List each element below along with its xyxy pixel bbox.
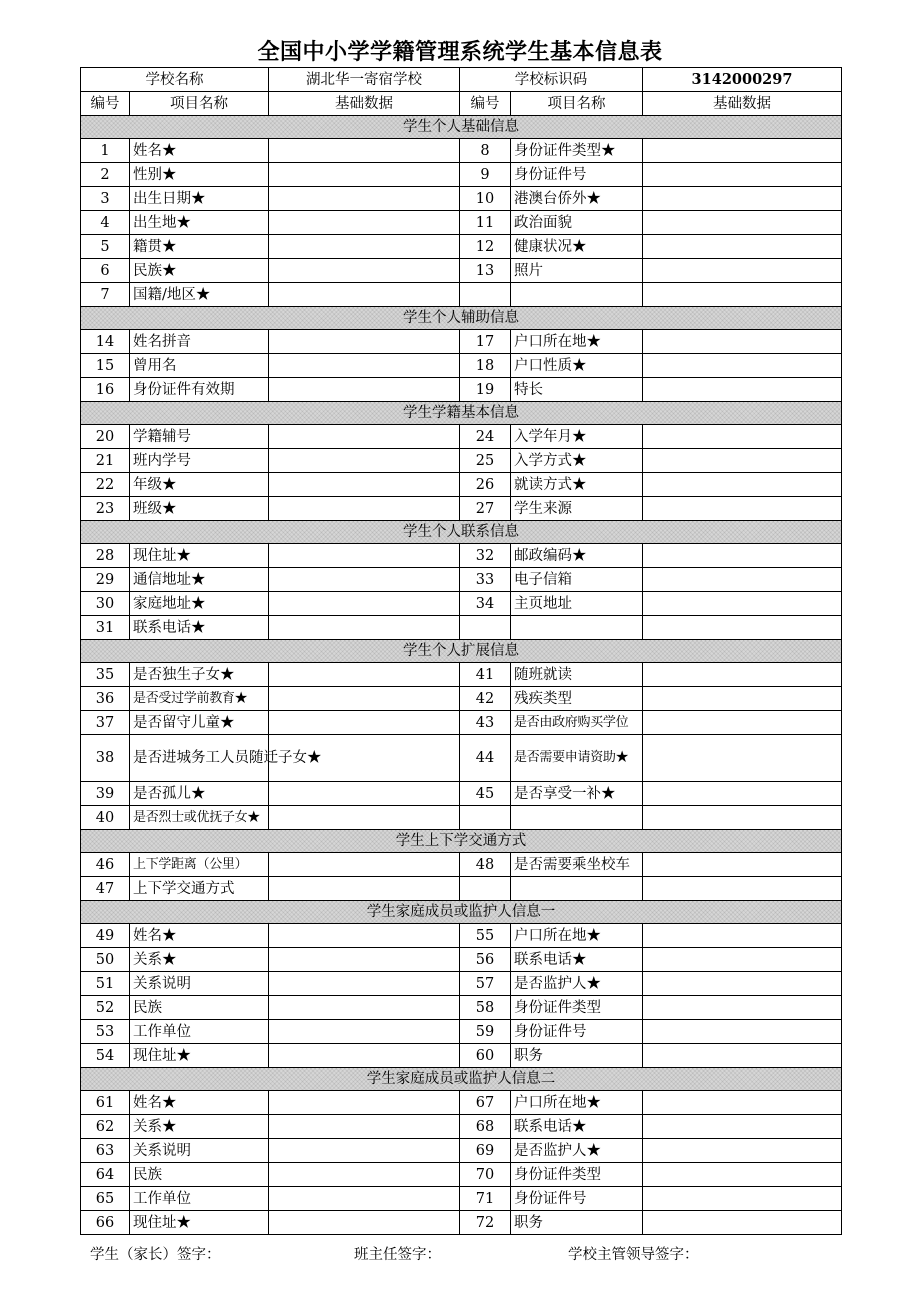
table-row	[81, 924, 842, 948]
data-cell[interactable]	[643, 187, 842, 211]
table-row	[81, 211, 842, 235]
item-label: 是否需要乘坐校车	[511, 853, 643, 877]
item-number: 41	[460, 663, 511, 687]
section-header	[81, 521, 842, 544]
data-cell[interactable]	[643, 1163, 842, 1187]
item-label: 身份证件类型	[511, 996, 643, 1020]
item-number: 35	[81, 663, 130, 687]
data-cell[interactable]	[643, 568, 842, 592]
school-code-value[interactable]: 3142000297	[643, 68, 842, 92]
data-cell[interactable]	[643, 1211, 842, 1235]
item-number: 25	[460, 449, 511, 473]
data-cell[interactable]	[269, 259, 460, 283]
data-cell[interactable]	[269, 1187, 460, 1211]
item-number: 69	[460, 1139, 511, 1163]
data-cell[interactable]	[643, 782, 842, 806]
table-row	[81, 378, 842, 402]
section-title: 学生个人基础信息	[81, 116, 842, 139]
item-label: 身份证件号	[511, 1187, 643, 1211]
data-cell[interactable]	[643, 497, 842, 521]
data-cell[interactable]	[269, 1211, 460, 1235]
data-cell[interactable]	[643, 449, 842, 473]
table-row	[81, 687, 842, 711]
table-row	[81, 330, 842, 354]
item-number: 44	[460, 735, 511, 782]
item-label: 职务	[511, 1211, 643, 1235]
item-number: 10	[460, 187, 511, 211]
table-row	[81, 1163, 842, 1187]
data-cell[interactable]	[269, 235, 460, 259]
school-header-row	[81, 68, 842, 92]
section-title: 学生上下学交通方式	[81, 830, 842, 853]
item-label: 民族	[130, 1163, 269, 1187]
data-cell[interactable]	[269, 139, 460, 163]
section-header	[81, 901, 842, 924]
item-number: 39	[81, 782, 130, 806]
item-number: 46	[81, 853, 130, 877]
item-number: 64	[81, 1163, 130, 1187]
student-info-table	[80, 67, 842, 1235]
table-row	[81, 568, 842, 592]
item-number: 28	[81, 544, 130, 568]
item-number: 55	[460, 924, 511, 948]
data-cell[interactable]	[269, 187, 460, 211]
item-number: 23	[81, 497, 130, 521]
table-row	[81, 853, 842, 877]
item-label: 联系电话★	[511, 1115, 643, 1139]
item-label: 是否留守儿童★	[130, 711, 269, 735]
data-cell[interactable]	[269, 449, 460, 473]
item-label: 班级★	[130, 497, 269, 521]
item-number: 24	[460, 425, 511, 449]
col-data-left: 基础数据	[269, 92, 460, 116]
data-cell[interactable]	[269, 1115, 460, 1139]
table-row	[81, 1139, 842, 1163]
table-row	[81, 711, 842, 735]
item-label: 上下学距离（公里）	[130, 853, 269, 877]
item-label: 关系★	[130, 1115, 269, 1139]
item-number: 71	[460, 1187, 511, 1211]
item-label: 班内学号	[130, 449, 269, 473]
item-label: 是否烈士或优抚子女★	[130, 806, 269, 830]
data-cell[interactable]	[269, 473, 460, 497]
data-cell[interactable]	[643, 1115, 842, 1139]
data-cell[interactable]	[269, 330, 460, 354]
item-number: 7	[81, 283, 130, 307]
item-number: 68	[460, 1115, 511, 1139]
item-number: 47	[81, 877, 130, 901]
item-label: 身份证件类型	[511, 1163, 643, 1187]
item-number: 4	[81, 211, 130, 235]
item-number: 61	[81, 1091, 130, 1115]
table-row	[81, 187, 842, 211]
section-header	[81, 402, 842, 425]
item-label: 是否独生子女★	[130, 663, 269, 687]
table-row	[81, 473, 842, 497]
table-row	[81, 1187, 842, 1211]
school-name-value[interactable]: 湖北华一寄宿学校	[269, 68, 460, 92]
table-row	[81, 1044, 842, 1068]
item-label: 联系电话★	[511, 948, 643, 972]
item-label: 上下学交通方式	[130, 877, 269, 901]
section-title: 学生家庭成员或监护人信息一	[81, 901, 842, 924]
item-label: 残疾类型	[511, 687, 643, 711]
col-item-left: 项目名称	[130, 92, 269, 116]
item-number: 17	[460, 330, 511, 354]
data-cell[interactable]	[269, 948, 460, 972]
item-label: 电子信箱	[511, 568, 643, 592]
item-number: 2	[81, 163, 130, 187]
column-header-row	[81, 92, 842, 116]
item-number: 56	[460, 948, 511, 972]
item-number: 38	[81, 735, 130, 782]
col-no-left: 编号	[81, 92, 130, 116]
item-number	[460, 283, 511, 307]
table-row	[81, 735, 842, 782]
table-row	[81, 1115, 842, 1139]
item-label: 是否由政府购买学位	[511, 711, 643, 735]
item-label: 身份证件有效期	[130, 378, 269, 402]
item-label	[511, 806, 643, 830]
data-cell[interactable]	[269, 1044, 460, 1068]
item-number: 13	[460, 259, 511, 283]
item-label: 关系★	[130, 948, 269, 972]
item-number	[460, 616, 511, 640]
item-number: 18	[460, 354, 511, 378]
item-label: 姓名★	[130, 1091, 269, 1115]
item-label: 户口所在地★	[511, 330, 643, 354]
section-title: 学生家庭成员或监护人信息二	[81, 1068, 842, 1091]
item-number: 70	[460, 1163, 511, 1187]
item-label: 通信地址★	[130, 568, 269, 592]
item-number: 54	[81, 1044, 130, 1068]
item-label: 联系电话★	[130, 616, 269, 640]
col-data-right: 基础数据	[643, 92, 842, 116]
data-cell[interactable]	[269, 425, 460, 449]
data-cell[interactable]	[269, 163, 460, 187]
item-number: 62	[81, 1115, 130, 1139]
item-number: 57	[460, 972, 511, 996]
item-number: 66	[81, 1211, 130, 1235]
item-label: 是否孤儿★	[130, 782, 269, 806]
school-name-label: 学校名称	[81, 68, 269, 92]
item-label: 主页地址	[511, 592, 643, 616]
item-label: 是否需要申请资助★	[511, 735, 643, 782]
table-row	[81, 497, 842, 521]
data-cell[interactable]	[643, 1139, 842, 1163]
item-label: 家庭地址★	[130, 592, 269, 616]
item-number: 31	[81, 616, 130, 640]
item-label: 籍贯★	[130, 235, 269, 259]
item-number: 37	[81, 711, 130, 735]
item-number: 27	[460, 497, 511, 521]
item-label: 曾用名	[130, 354, 269, 378]
item-number: 5	[81, 235, 130, 259]
item-number: 72	[460, 1211, 511, 1235]
item-number: 22	[81, 473, 130, 497]
item-label: 照片	[511, 259, 643, 283]
item-label: 身份证件号	[511, 1020, 643, 1044]
data-cell[interactable]	[269, 853, 460, 877]
item-number: 34	[460, 592, 511, 616]
item-number	[460, 806, 511, 830]
item-number: 3	[81, 187, 130, 211]
data-cell[interactable]	[643, 711, 842, 735]
item-label: 健康状况★	[511, 235, 643, 259]
item-label: 是否监护人★	[511, 1139, 643, 1163]
data-cell[interactable]	[269, 972, 460, 996]
item-label: 入学年月★	[511, 425, 643, 449]
item-label: 就读方式★	[511, 473, 643, 497]
data-cell[interactable]	[269, 924, 460, 948]
item-number: 58	[460, 996, 511, 1020]
data-cell[interactable]	[269, 877, 460, 901]
item-label: 姓名★	[130, 139, 269, 163]
data-cell[interactable]	[643, 735, 842, 782]
item-label: 现住址★	[130, 1044, 269, 1068]
item-label: 民族★	[130, 259, 269, 283]
table-row	[81, 1020, 842, 1044]
data-cell[interactable]	[269, 568, 460, 592]
section-header	[81, 1068, 842, 1091]
data-cell[interactable]	[269, 1139, 460, 1163]
item-label: 性别★	[130, 163, 269, 187]
table-row	[81, 996, 842, 1020]
data-cell[interactable]	[269, 782, 460, 806]
data-cell[interactable]	[643, 330, 842, 354]
teacher-signature-label: 班主任签字：	[354, 1247, 441, 1263]
item-label: 户口性质★	[511, 354, 643, 378]
item-label	[511, 283, 643, 307]
table-row	[81, 139, 842, 163]
col-no-right: 编号	[460, 92, 511, 116]
item-number: 19	[460, 378, 511, 402]
item-label: 姓名★	[130, 924, 269, 948]
data-cell[interactable]	[643, 473, 842, 497]
item-number: 29	[81, 568, 130, 592]
item-number: 6	[81, 259, 130, 283]
data-cell[interactable]	[643, 806, 842, 830]
data-cell[interactable]	[643, 853, 842, 877]
section-header	[81, 116, 842, 139]
page-title: 全国中小学学籍管理系统学生基本信息表	[257, 40, 663, 65]
item-label: 政治面貌	[511, 211, 643, 235]
item-number: 12	[460, 235, 511, 259]
item-number: 52	[81, 996, 130, 1020]
data-cell[interactable]	[643, 1044, 842, 1068]
item-label: 工作单位	[130, 1187, 269, 1211]
data-cell[interactable]	[269, 806, 460, 830]
data-cell[interactable]	[643, 996, 842, 1020]
item-number: 40	[81, 806, 130, 830]
item-number: 63	[81, 1139, 130, 1163]
section-title: 学生学籍基本信息	[81, 402, 842, 425]
item-label	[511, 616, 643, 640]
item-label: 入学方式★	[511, 449, 643, 473]
data-cell[interactable]	[269, 996, 460, 1020]
data-cell[interactable]	[643, 687, 842, 711]
data-cell[interactable]	[643, 1091, 842, 1115]
item-label: 身份证件类型★	[511, 139, 643, 163]
item-number: 45	[460, 782, 511, 806]
data-cell[interactable]	[643, 877, 842, 901]
data-cell[interactable]	[643, 924, 842, 948]
item-number: 60	[460, 1044, 511, 1068]
data-cell[interactable]	[643, 211, 842, 235]
item-label: 职务	[511, 1044, 643, 1068]
item-number: 49	[81, 924, 130, 948]
item-label: 关系说明	[130, 972, 269, 996]
item-label: 是否进城务工人员随迁子女★	[130, 735, 269, 782]
data-cell[interactable]	[643, 354, 842, 378]
table-row	[81, 163, 842, 187]
item-number: 1	[81, 139, 130, 163]
section-title: 学生个人联系信息	[81, 521, 842, 544]
item-number: 9	[460, 163, 511, 187]
table-row	[81, 972, 842, 996]
school-code-label: 学校标识码	[460, 68, 643, 92]
data-cell[interactable]	[643, 1020, 842, 1044]
item-label: 是否监护人★	[511, 972, 643, 996]
item-label: 关系说明	[130, 1139, 269, 1163]
item-label: 学籍辅号	[130, 425, 269, 449]
item-number	[460, 877, 511, 901]
item-label: 随班就读	[511, 663, 643, 687]
item-label: 现住址★	[130, 1211, 269, 1235]
data-cell[interactable]	[643, 544, 842, 568]
item-number: 33	[460, 568, 511, 592]
item-label: 姓名拼音	[130, 330, 269, 354]
data-cell[interactable]	[269, 1091, 460, 1115]
item-number: 11	[460, 211, 511, 235]
item-label: 国籍/地区★	[130, 283, 269, 307]
data-cell[interactable]	[643, 663, 842, 687]
table-row	[81, 283, 842, 307]
data-cell[interactable]	[269, 378, 460, 402]
section-header	[81, 640, 842, 663]
data-cell[interactable]	[269, 544, 460, 568]
data-cell[interactable]	[643, 1187, 842, 1211]
item-number: 43	[460, 711, 511, 735]
item-label	[511, 877, 643, 901]
item-label: 出生地★	[130, 211, 269, 235]
data-cell[interactable]	[269, 616, 460, 640]
data-cell[interactable]	[643, 235, 842, 259]
item-number: 30	[81, 592, 130, 616]
table-row	[81, 449, 842, 473]
table-row	[81, 259, 842, 283]
section-title: 学生个人扩展信息	[81, 640, 842, 663]
item-label: 是否享受一补★	[511, 782, 643, 806]
item-number: 20	[81, 425, 130, 449]
item-number: 53	[81, 1020, 130, 1044]
table-row	[81, 354, 842, 378]
col-item-right: 项目名称	[511, 92, 643, 116]
signature-line	[90, 1243, 850, 1263]
data-cell[interactable]	[269, 592, 460, 616]
item-number: 8	[460, 139, 511, 163]
item-number: 21	[81, 449, 130, 473]
item-label: 年级★	[130, 473, 269, 497]
table-row	[81, 948, 842, 972]
item-number: 59	[460, 1020, 511, 1044]
table-row	[81, 1211, 842, 1235]
item-label: 邮政编码★	[511, 544, 643, 568]
data-cell[interactable]	[643, 283, 842, 307]
item-label: 港澳台侨外★	[511, 187, 643, 211]
item-number: 50	[81, 948, 130, 972]
table-row	[81, 1091, 842, 1115]
item-number: 15	[81, 354, 130, 378]
item-label: 身份证件号	[511, 163, 643, 187]
data-cell[interactable]	[269, 663, 460, 687]
item-number: 65	[81, 1187, 130, 1211]
item-number: 32	[460, 544, 511, 568]
table-row	[81, 782, 842, 806]
data-cell[interactable]	[269, 687, 460, 711]
item-label: 现住址★	[130, 544, 269, 568]
item-number: 26	[460, 473, 511, 497]
table-row	[81, 806, 842, 830]
item-label: 工作单位	[130, 1020, 269, 1044]
data-cell[interactable]	[269, 283, 460, 307]
data-cell[interactable]	[269, 711, 460, 735]
table-row	[81, 592, 842, 616]
item-label: 民族	[130, 996, 269, 1020]
data-cell[interactable]	[269, 1163, 460, 1187]
item-label: 是否受过学前教育★	[130, 687, 269, 711]
table-row	[81, 235, 842, 259]
item-number: 14	[81, 330, 130, 354]
data-cell[interactable]	[643, 378, 842, 402]
table-row	[81, 663, 842, 687]
data-cell[interactable]	[269, 497, 460, 521]
table-row	[81, 877, 842, 901]
table-row	[81, 425, 842, 449]
item-label: 户口所在地★	[511, 1091, 643, 1115]
item-label: 户口所在地★	[511, 924, 643, 948]
data-cell[interactable]	[643, 616, 842, 640]
section-header	[81, 307, 842, 330]
item-number: 51	[81, 972, 130, 996]
student-signature-label: 学生（家长）签字：	[90, 1247, 221, 1263]
table-row	[81, 616, 842, 640]
item-label: 出生日期★	[130, 187, 269, 211]
section-header	[81, 830, 842, 853]
item-number: 67	[460, 1091, 511, 1115]
section-title: 学生个人辅助信息	[81, 307, 842, 330]
leader-signature-label: 学校主管领导签字：	[568, 1247, 699, 1263]
data-cell[interactable]	[643, 592, 842, 616]
data-cell[interactable]	[269, 211, 460, 235]
data-cell[interactable]	[643, 972, 842, 996]
item-label: 特长	[511, 378, 643, 402]
item-number: 42	[460, 687, 511, 711]
data-cell[interactable]	[643, 139, 842, 163]
table-row	[81, 544, 842, 568]
item-number: 48	[460, 853, 511, 877]
data-cell[interactable]	[269, 354, 460, 378]
data-cell[interactable]	[643, 259, 842, 283]
item-number: 36	[81, 687, 130, 711]
item-number: 16	[81, 378, 130, 402]
item-label: 学生来源	[511, 497, 643, 521]
data-cell[interactable]	[643, 425, 842, 449]
data-cell[interactable]	[643, 163, 842, 187]
data-cell[interactable]	[643, 948, 842, 972]
data-cell[interactable]	[269, 1020, 460, 1044]
